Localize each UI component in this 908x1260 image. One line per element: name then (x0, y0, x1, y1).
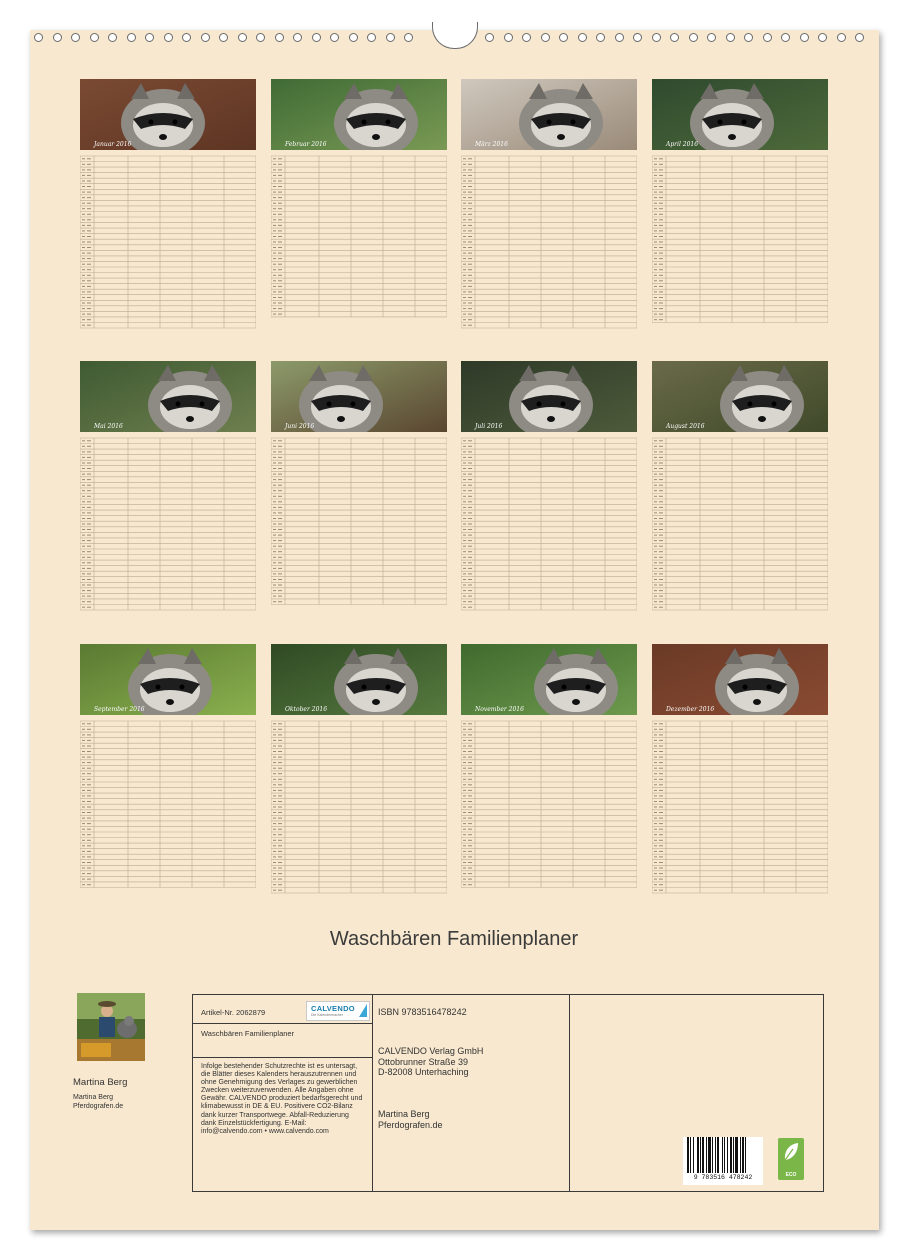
planner-grid (652, 154, 828, 330)
eco-label: ECO (785, 1172, 797, 1178)
month-label: Juni 2016 (285, 423, 315, 430)
barcode (683, 1137, 763, 1185)
spiral-ring (145, 33, 154, 42)
spiral-ring (781, 33, 790, 42)
spiral-ring (90, 33, 99, 42)
month-label: Mai 2016 (94, 423, 123, 430)
spiral-ring (127, 33, 136, 42)
month-photo (461, 644, 637, 715)
spiral-ring (349, 33, 358, 42)
spiral-ring (707, 33, 716, 42)
spiral-ring (182, 33, 191, 42)
month-photo (271, 644, 447, 715)
calendar-title: Waschbären Familienplaner (329, 928, 579, 950)
month-photo (652, 361, 828, 432)
month-label: August 2016 (666, 423, 705, 430)
publisher-name: CALVENDO Verlag GmbH (378, 1046, 484, 1056)
creator-site: Pferdografen.de (378, 1119, 443, 1130)
month-block (271, 79, 447, 330)
month-photo (271, 79, 447, 150)
imprint-rule (193, 1023, 373, 1024)
spiral-ring (541, 33, 550, 42)
month-block (461, 79, 637, 330)
month-photo (652, 79, 828, 150)
spiral-ring (312, 33, 321, 42)
author-photo (77, 993, 145, 1061)
month-label: März 2016 (475, 141, 508, 148)
month-block (461, 644, 637, 895)
spiral-ring (201, 33, 210, 42)
spiral-ring (559, 33, 568, 42)
month-block (652, 79, 828, 330)
planner-grid (652, 719, 828, 895)
spiral-ring (367, 33, 376, 42)
spiral-ring (386, 33, 395, 42)
spiral-ring (763, 33, 772, 42)
month-block (461, 361, 637, 612)
eco-badge-icon (778, 1138, 804, 1180)
month-block (271, 644, 447, 895)
planner-grid (461, 154, 637, 330)
month-label: Dezember 2016 (666, 706, 715, 713)
month-label: November 2016 (475, 706, 524, 713)
spiral-ring (818, 33, 827, 42)
spiral-ring (256, 33, 265, 42)
creator-name: Martina Berg (378, 1109, 430, 1119)
month-label: Juli 2016 (475, 423, 503, 430)
article-number: Artikel-Nr. 2062879 (201, 1008, 266, 1017)
month-block (80, 361, 256, 612)
month-label: Februar 2016 (285, 141, 327, 148)
spiral-ring (238, 33, 247, 42)
month-photo (80, 361, 256, 432)
month-block (80, 644, 256, 895)
spiral-ring (800, 33, 809, 42)
imprint-divider (372, 995, 373, 1191)
spiral-ring (504, 33, 513, 42)
month-photo (652, 644, 828, 715)
spiral-ring (108, 33, 117, 42)
creator-info (378, 1109, 443, 1130)
planner-grid (80, 154, 256, 330)
spiral-ring (522, 33, 531, 42)
planner-grid (461, 436, 637, 612)
planner-grid (461, 719, 637, 895)
logo-name: CALVENDO (311, 1004, 355, 1013)
publisher-address (378, 1046, 483, 1078)
spiral-ring (726, 33, 735, 42)
spiral-ring (837, 33, 846, 42)
spiral-ring (670, 33, 679, 42)
planner-grid (80, 436, 256, 612)
publisher-city: D-82008 Unterhaching (378, 1067, 469, 1077)
planner-grid (80, 719, 256, 895)
spiral-ring (164, 33, 173, 42)
author-sub-name: Martina Berg (73, 1094, 114, 1101)
month-photo (80, 79, 256, 150)
spiral-ring (293, 33, 302, 42)
isbn: ISBN 9783516478242 (378, 1007, 467, 1017)
month-label: September 2016 (94, 706, 145, 713)
planner-grid (652, 436, 828, 612)
legal-notice: Infolge bestehender Schutzrechte ist es untersagt, die Blätter dieses Kalenders herauszutrennen und ohne Genehmigung des Verlages zu gewerblichen Zwecken weiterzuverwenden. Alle Angaben ohne Gewähr. CALVENDO produziert bedarfsgerecht und klimabewusst in DE & EU. Positivere CO2-Bilanz dank kurzer Transportwege. Abfall-Reduzierung dank Einzelstückfertigung. E-Mail: info@calvendo.com • www.calvendo.com (201, 1063, 363, 1135)
imprint-rule (193, 1057, 373, 1058)
calvendo-logo (306, 1001, 370, 1021)
author-details (73, 1094, 123, 1111)
product-title: Waschbären Familienplaner (201, 1029, 295, 1038)
logo-tagline: Die Kalendermacher (311, 1013, 343, 1017)
month-label: Januar 2016 (94, 141, 132, 148)
spiral-ring (855, 33, 864, 42)
imprint-divider (569, 995, 570, 1191)
spiral-ring (330, 33, 339, 42)
spiral-ring (53, 33, 62, 42)
spiral-ring (689, 33, 698, 42)
month-block (271, 361, 447, 612)
barcode-number: 9 783516 478242 (693, 1174, 753, 1181)
month-block (652, 644, 828, 895)
author-website: Pferdografen.de (73, 1102, 124, 1110)
month-label: April 2016 (666, 141, 699, 148)
month-label: Oktober 2016 (285, 706, 328, 713)
spiral-ring (633, 33, 642, 42)
imprint-box (192, 994, 824, 1192)
publisher-street: Ottobrunner Straße 39 (378, 1056, 469, 1067)
spiral-ring (652, 33, 661, 42)
month-photo (461, 79, 637, 150)
month-block (652, 361, 828, 612)
planner-grid (271, 436, 447, 612)
planner-grid (271, 154, 447, 330)
spiral-ring (578, 33, 587, 42)
month-photo (271, 361, 447, 432)
spiral-ring (71, 33, 80, 42)
spiral-ring (485, 33, 494, 42)
spiral-ring (615, 33, 624, 42)
spiral-ring (275, 33, 284, 42)
spiral-ring (596, 33, 605, 42)
spiral-ring (34, 33, 43, 42)
spiral-ring (744, 33, 753, 42)
spiral-ring (404, 33, 413, 42)
planner-grid (271, 719, 447, 895)
spiral-ring (219, 33, 228, 42)
month-photo (461, 361, 637, 432)
author-name: Martina Berg (73, 1077, 128, 1088)
month-photo (80, 644, 256, 715)
month-block (80, 79, 256, 330)
logo-mark-icon (359, 1004, 367, 1017)
